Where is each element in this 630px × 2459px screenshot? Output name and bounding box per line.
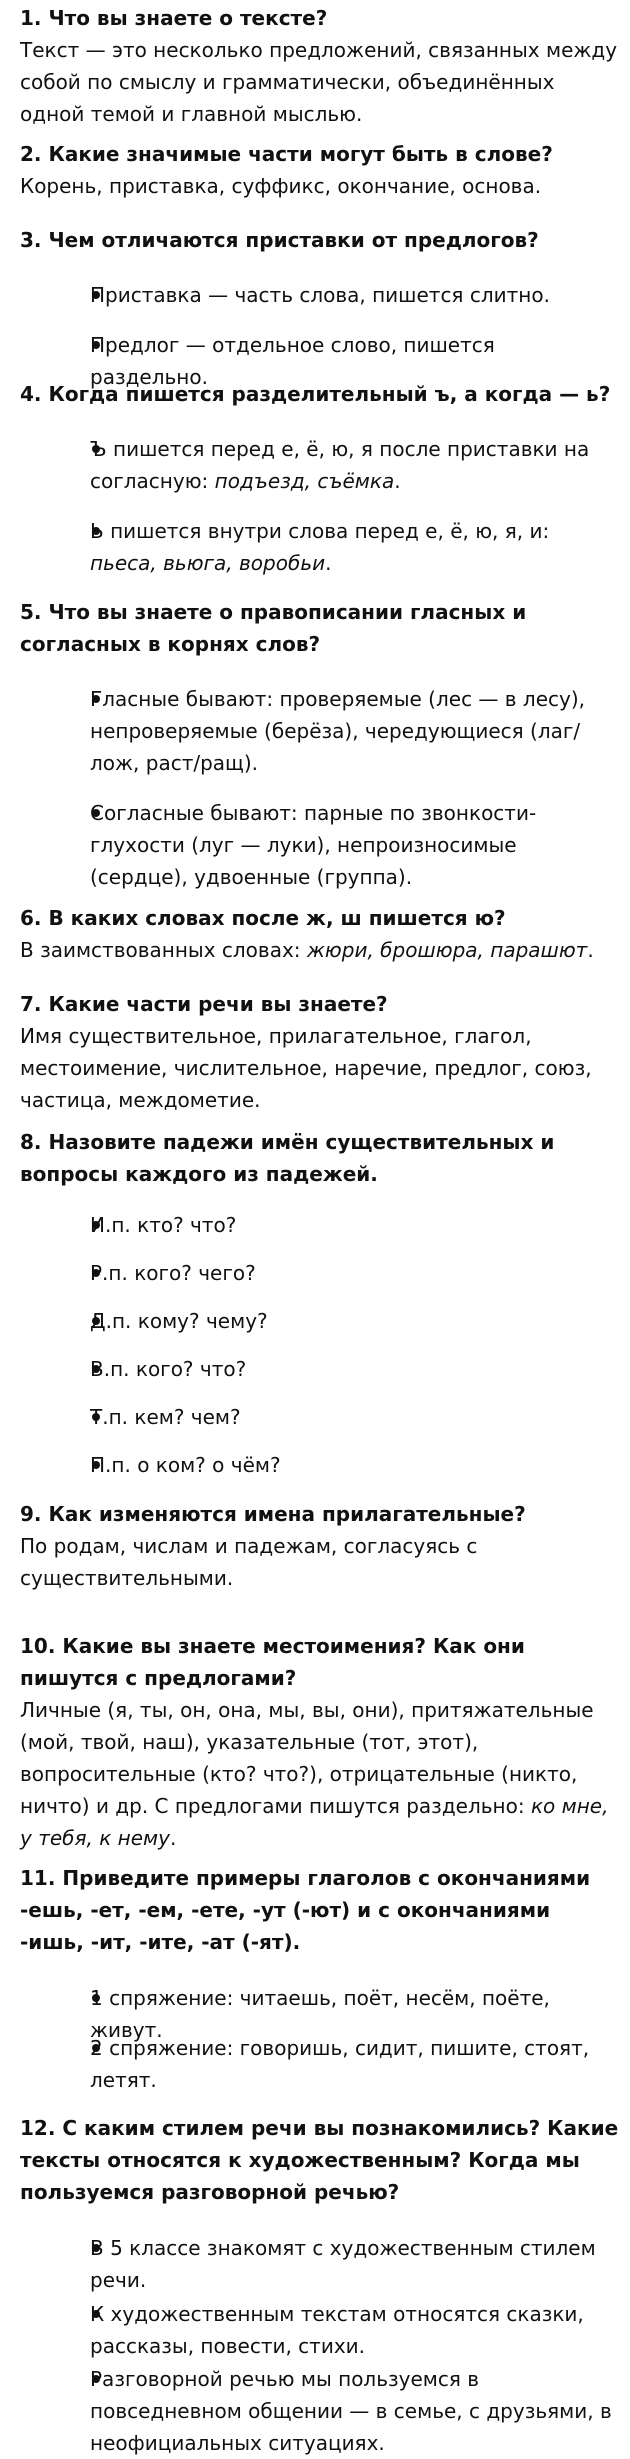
answer-10 (20, 1694, 620, 1854)
list-item: Т.п. кем? чем? (90, 1405, 241, 1429)
list-item: В.п. кого? что? (90, 1357, 247, 1381)
list-item: Р.п. кого? чего? (90, 1261, 256, 1285)
item-examples: пьеса, вьюга, воробьи (90, 551, 326, 575)
item-examples: подъезд, съёмка (214, 469, 395, 493)
list-item: Гласные бывают: проверяемые (лес — в лесу), непроверяемые (берёза), чередующиеся (лаг/лож, раст/ращ). (90, 687, 586, 775)
answer-end: . (587, 938, 594, 962)
list-item (90, 515, 615, 579)
item-end: . (394, 469, 401, 493)
answer-6 (20, 934, 620, 966)
answer-end: . (169, 1826, 177, 1850)
list-item: И.п. кто? что? (90, 1213, 237, 1237)
question-10: 10. Какие вы знаете местоимения? Как они пишутся с предлогами? (20, 1634, 525, 1690)
item-end: . (325, 551, 332, 575)
question-2: 2. Какие значимые части могут быть в слове? (20, 142, 553, 166)
question-1: 1. Что вы знаете о тексте? (20, 6, 328, 30)
answer-text: В заимствованных словах: (20, 938, 307, 962)
question-6: 6. В каких словах после ж, ш пишется ю? (20, 906, 506, 930)
answer-9: По родам, числам и падежам, согласуясь с существительными. (20, 1534, 478, 1590)
question-11: 11. Приведите примеры глаголов с окончаниями -ешь, -ет, -ем, -ете, -ут (-ют) и с окончаниями -ишь, -ит, -ите, -ат (-ят). (20, 1866, 591, 1954)
answer-1: Текст — это несколько предложений, связанных между собой по смыслу и грамматически, объединённых одной темой и главной мыслью. (20, 38, 618, 126)
list-item: В 5 классе знакомят с художественным стилем речи. (90, 2236, 596, 2292)
list-item: 2 спряжение: говоришь, сидит, пишите, стоят, летят. (90, 2036, 590, 2092)
list-item: П.п. о ком? о чём? (90, 1453, 281, 1477)
question-8: 8. Назовите падежи имён существительных и вопросы каждого из падежей. (20, 1130, 555, 1186)
question-9: 9. Как изменяются имена прилагательные? (20, 1502, 526, 1526)
list-item: К художественным текстам относятся сказки, рассказы, повести, стихи. (90, 2302, 584, 2358)
question-3: 3. Чем отличаются приставки от предлогов? (20, 228, 539, 252)
answer-examples: жюри, брошюра, парашют (306, 938, 588, 962)
list-item: 1 спряжение: читаешь, поёт, несём, поёте, живут. (90, 1986, 550, 2042)
item-text: Ь пишется внутри слова перед е, ё, ю, я, и: (90, 519, 550, 543)
question-4: 4. Когда пишется разделительный ъ, а когда — ь? (20, 382, 611, 406)
question-12: 12. С каким стилем речи вы познакомились? Какие тексты относятся к художественным? Когда мы пользуемся разговорной речью? (20, 2116, 619, 2204)
list-item: Согласные бывают: парные по звонкости-глухости (луг — луки), непроизносимые (сердце), удвоенные (группа). (90, 801, 537, 889)
answer-7: Имя существительное, прилагательное, глагол, местоимение, числительное, наречие, предлог, союз, частица, междометие. (20, 1024, 592, 1112)
list-item: Д.п. кому? чему? (90, 1309, 268, 1333)
answer-2: Корень, приставка, суффикс, окончание, основа. (20, 174, 542, 198)
question-7: 7. Какие части речи вы знаете? (20, 992, 388, 1016)
list-item: Разговорной речью мы пользуемся в повседневном общении — в семье, с друзьями, в неофициальных ситуациях. (90, 2367, 612, 2455)
list-item (90, 433, 615, 497)
answer-text: Личные (я, ты, он, она, мы, вы, они), притяжательные (мой, твой, наш), указательные (тот, этот), вопросительные (кто? что?), отрицательные (никто, ничто) и др. С предлогами пишутся раздельно: (20, 1698, 594, 1818)
list-item: Предлог — отдельное слово, пишется раздельно. (90, 333, 495, 389)
question-5: 5. Что вы знаете о правописании гласных и согласных в корнях слов? (20, 600, 527, 656)
list-item: Приставка — часть слова, пишется слитно. (90, 283, 550, 307)
answer-examples: ко мне, у тебя, к нему (20, 1794, 609, 1850)
item-text: Ъ пишется перед е, ё, ю, я после приставки на согласную: (90, 437, 590, 493)
